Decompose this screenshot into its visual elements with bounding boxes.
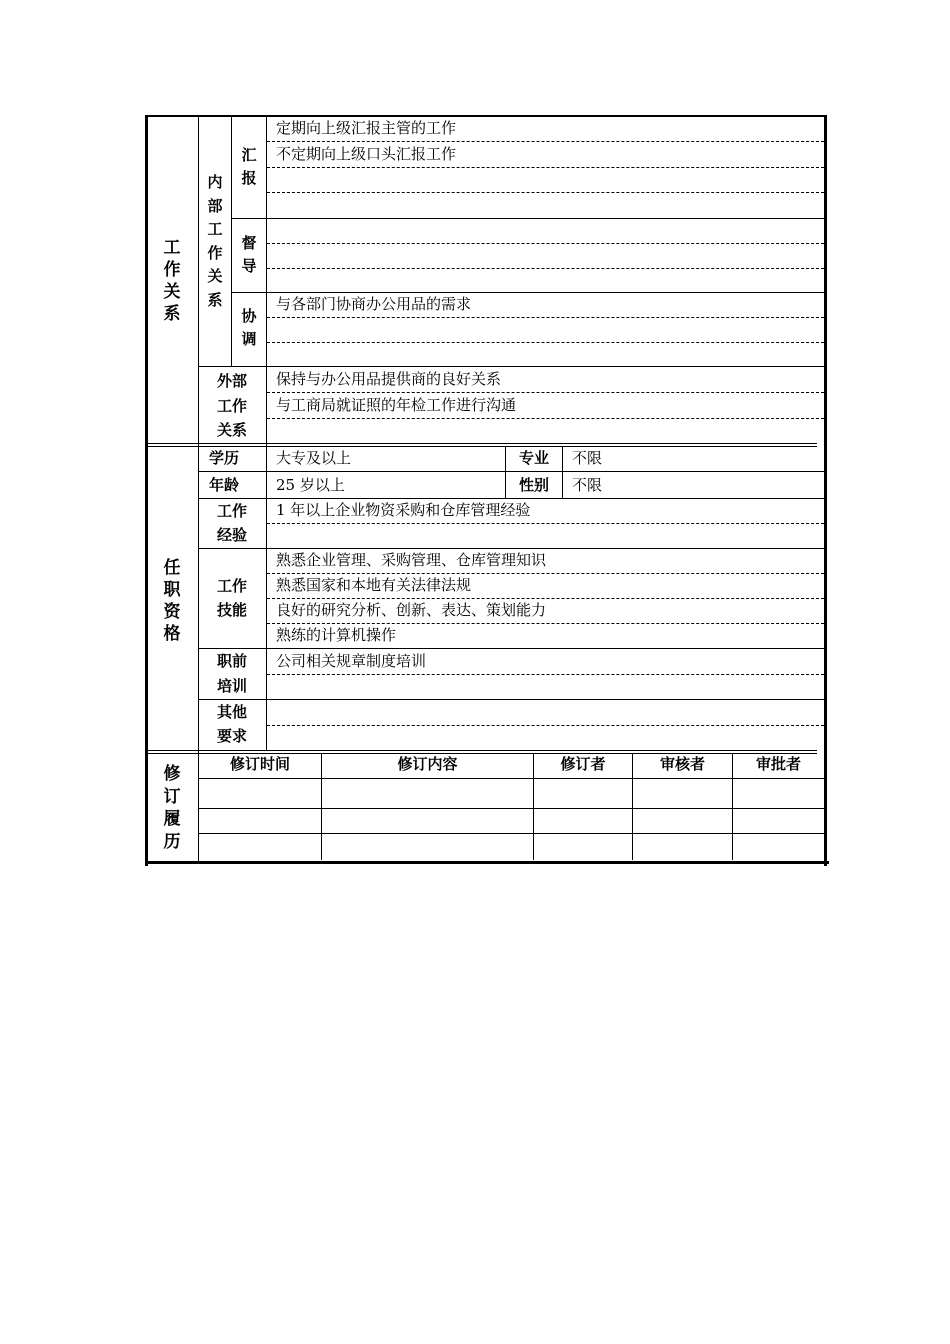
rev-header-approver: 审批者 [755, 755, 801, 773]
job-description-table [145, 115, 830, 866]
report-line-1: 定期向上级汇报主管的工作 [276, 119, 457, 137]
external-title: 外部工作关系 [216, 372, 247, 439]
section-sep-1 [145, 443, 817, 444]
major-label: 专业 [518, 449, 549, 467]
dash [267, 598, 824, 599]
row-sep [198, 648, 824, 649]
row-sep [231, 218, 824, 219]
dash [267, 392, 824, 393]
skills-label: 工作技能 [216, 577, 247, 619]
row-sep [198, 498, 824, 499]
skills-line-3: 良好的研究分析、创新、表达、策划能力 [276, 601, 547, 619]
rev-header-time: 修订时间 [229, 755, 290, 773]
dash [267, 573, 824, 574]
row-sep [198, 366, 824, 367]
row-sep [198, 548, 824, 549]
rev-row-sep [198, 778, 824, 779]
training-label: 职前培训 [216, 652, 247, 695]
dash [267, 725, 824, 726]
dash [267, 418, 824, 419]
dash [267, 623, 824, 624]
divider-major-val [562, 446, 563, 498]
other-label: 其他要求 [216, 703, 247, 745]
border-bottom [145, 861, 829, 864]
divider-internal [231, 115, 232, 366]
external-line-1: 保持与办公用品提供商的良好关系 [276, 370, 502, 388]
experience-label: 工作经验 [216, 502, 247, 544]
border-top [145, 115, 827, 117]
row-sep [198, 699, 824, 700]
skills-line-2: 熟悉国家和本地有关法律法规 [276, 576, 472, 594]
rev-row-sep [198, 808, 824, 809]
border-right [824, 115, 827, 866]
row-sep [198, 471, 824, 472]
report-label: 汇报 [241, 146, 257, 187]
row-sep [231, 292, 824, 293]
rev-header-reviser: 修订者 [560, 755, 606, 773]
skills-line-4: 熟练的计算机操作 [276, 626, 397, 644]
gender-value: 不限 [572, 476, 603, 494]
divider-major [505, 446, 506, 498]
revision-title: 修订履历 [163, 764, 181, 852]
dash [267, 342, 824, 343]
section-sep-2 [145, 750, 817, 751]
supervise-label: 督导 [241, 234, 257, 275]
dash [267, 674, 824, 675]
gender-label: 性别 [518, 476, 549, 494]
major-value: 不限 [572, 449, 603, 467]
education-label: 学历 [208, 449, 239, 467]
rev-header-reviewer: 审核者 [659, 755, 705, 773]
training-line-1: 公司相关规章制度培训 [276, 652, 427, 670]
coordinate-label: 协调 [241, 307, 257, 348]
external-line-2: 与工商局就证照的年检工作进行沟通 [276, 396, 517, 414]
qualifications-title: 任职资格 [163, 558, 181, 644]
dash [267, 317, 824, 318]
report-line-2: 不定期向上级口头汇报工作 [276, 145, 457, 163]
education-value: 大专及以上 [276, 449, 352, 467]
age-label: 年龄 [208, 476, 239, 494]
dash [267, 192, 824, 193]
skills-line-1: 熟悉企业管理、采购管理、仓库管理知识 [276, 551, 547, 569]
rev-row-sep [198, 833, 824, 834]
dash [267, 167, 824, 168]
experience-line-1: 1 年以上企业物资采购和仓库管理经验 [276, 501, 531, 519]
dash [267, 523, 824, 524]
divider-label-col [266, 115, 267, 446]
age-value: 25 岁以上 [276, 476, 345, 494]
internal-title: 内部工作关系 [207, 173, 223, 309]
rev-header-content: 修订内容 [397, 755, 458, 773]
dash [267, 243, 824, 244]
dash [267, 268, 824, 269]
coordinate-line-1: 与各部门协商办公用品的需求 [276, 295, 472, 313]
work-relations-title: 工作关系 [163, 238, 181, 324]
dash [267, 141, 824, 142]
